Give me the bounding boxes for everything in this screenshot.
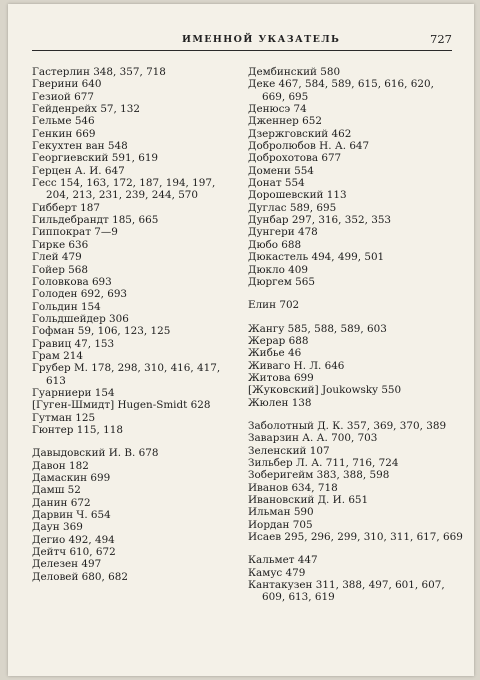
index-entry: Гиппократ 7—9 bbox=[32, 226, 118, 239]
index-entry: Гофман 59, 106, 123, 125 bbox=[32, 325, 171, 338]
index-entry: Зеленский 107 bbox=[248, 444, 330, 457]
index-entry: Гейденрейх 57, 132 bbox=[32, 103, 140, 116]
index-entry: Голоден 692, 693 bbox=[32, 288, 128, 301]
index-entry: Дорошевский 113 bbox=[248, 189, 347, 202]
letter-group-i bbox=[248, 481, 463, 544]
group-spacer bbox=[248, 409, 460, 420]
book-page bbox=[8, 4, 474, 676]
index-entry: Гастерлин 348, 357, 718 bbox=[32, 66, 166, 78]
index-entry: Жерар 688 bbox=[248, 334, 309, 347]
letter-group-k bbox=[248, 554, 460, 603]
index-entry: Елин 702 bbox=[248, 299, 300, 312]
index-entry: Гольдшейдер 306 bbox=[32, 312, 129, 325]
group-spacer bbox=[248, 543, 460, 554]
index-entry: Иванов 634, 718 bbox=[248, 481, 338, 494]
index-entry: Гесс 154, 163, 172, 187, 194, 197, bbox=[32, 177, 216, 190]
index-entry: Даун 369 bbox=[32, 521, 83, 534]
index-entry: Давон 182 bbox=[32, 459, 89, 472]
index-entry: Генкин 669 bbox=[32, 127, 96, 140]
index-entry: Гуарниери 154 bbox=[32, 386, 115, 399]
index-entry: Дунгери 478 bbox=[248, 226, 318, 239]
index-entry: Гойер 568 bbox=[32, 263, 88, 276]
index-entry: Герцен А. И. 647 bbox=[32, 164, 125, 177]
index-entry-continuation: 204, 213, 231, 239, 244, 570 bbox=[46, 189, 199, 202]
index-entry: Дуглас 589, 695 bbox=[248, 201, 337, 214]
index-entry: Данин 672 bbox=[32, 496, 91, 509]
index-entry: Кальмет 447 bbox=[248, 554, 318, 567]
index-entry: Дегио 492, 494 bbox=[32, 533, 115, 546]
letter-group-zh bbox=[248, 323, 460, 409]
index-entry: Гравиц 47, 153 bbox=[32, 337, 115, 350]
index-entry: Дейтч 610, 672 bbox=[32, 546, 116, 559]
index-entry: Дюкло 409 bbox=[248, 263, 308, 276]
index-entry: Давыдовский И. В. 678 bbox=[32, 447, 159, 460]
index-entry: Деке 467, 584, 589, 615, 616, 620, bbox=[248, 78, 434, 91]
left-column bbox=[32, 66, 237, 583]
index-entry: Исаев 295, 296, 299, 310, 311, 617, 669 bbox=[248, 531, 463, 544]
index-entry: Гильдебрандт 185, 665 bbox=[32, 214, 159, 227]
index-entry: Дарвин Ч. 654 bbox=[32, 509, 111, 522]
index-entry-continuation: 613 bbox=[46, 374, 66, 387]
letter-group-d-continued bbox=[248, 66, 460, 288]
index-entry: Делезен 497 bbox=[32, 558, 102, 571]
index-entry: Дюбо 688 bbox=[248, 238, 302, 251]
index-entry: Дамаскин 699 bbox=[32, 472, 111, 484]
index-entry: Камус 479 bbox=[248, 566, 306, 579]
running-header bbox=[32, 32, 452, 51]
index-entry: Дюргем 565 bbox=[248, 275, 315, 288]
index-entry: Деловей 680, 682 bbox=[32, 570, 128, 583]
letter-group-d bbox=[32, 447, 237, 583]
index-entry: Добролюбов Н. А. 647 bbox=[248, 140, 370, 153]
index-entry: Гюнтер 115, 118 bbox=[32, 423, 123, 436]
index-entry: Иордан 705 bbox=[248, 518, 313, 531]
section-title: ИМЕННОЙ УКАЗАТЕЛЬ bbox=[182, 34, 341, 45]
index-entry: Гельме 546 bbox=[32, 115, 95, 128]
index-entry: Дзержговский 462 bbox=[248, 127, 352, 140]
letter-group-z bbox=[248, 420, 460, 482]
index-entry: Кантакузен 311, 388, 497, 601, 607, bbox=[248, 579, 445, 592]
index-entry: [Гуген-Шмидт] Hugen-Smidt 628 bbox=[32, 399, 211, 412]
index-entry: Гольдин 154 bbox=[32, 300, 101, 313]
right-column bbox=[248, 66, 463, 604]
index-entry-continuation: 609, 613, 619 bbox=[262, 591, 335, 604]
index-entry: Гибберт 187 bbox=[32, 201, 101, 214]
index-entry: Дженнер 652 bbox=[248, 115, 322, 128]
index-entry: Дембинский 580 bbox=[248, 66, 341, 78]
index-entry: Гутман 125 bbox=[32, 411, 96, 424]
index-entry: [Жуковский] Joukowsky 550 bbox=[248, 384, 402, 397]
index-entry: Гезиой 677 bbox=[32, 90, 94, 103]
index-entry: Головкова 693 bbox=[32, 275, 112, 288]
group-spacer bbox=[32, 436, 237, 447]
index-entry: Жибье 46 bbox=[248, 347, 302, 360]
index-entry: Донат 554 bbox=[248, 177, 305, 190]
index-entry: Заварзин А. А. 700, 703 bbox=[248, 432, 378, 445]
index-entry: Ивановский Д. И. 651 bbox=[248, 494, 369, 506]
group-spacer bbox=[248, 312, 460, 323]
index-entry: Гекухтен ван 548 bbox=[32, 140, 128, 153]
index-entry-continuation: 669, 695 bbox=[262, 90, 309, 103]
index-entry: Жюлен 138 bbox=[248, 396, 312, 409]
index-entry: Гверини 640 bbox=[32, 78, 102, 91]
index-entry: Ильман 590 bbox=[248, 506, 314, 519]
index-entry: Грубер М. 178, 298, 310, 416, 417, bbox=[32, 362, 221, 375]
letter-group-e bbox=[248, 299, 460, 311]
group-spacer bbox=[248, 288, 460, 299]
page-number: 727 bbox=[430, 32, 452, 46]
index-entry: Житова 699 bbox=[248, 371, 314, 384]
index-entry: Денюсэ 74 bbox=[248, 103, 307, 116]
index-entry: Доброхотова 677 bbox=[248, 152, 342, 165]
index-entry: Зильбер Л. А. 711, 716, 724 bbox=[248, 456, 399, 469]
index-entry: Дунбар 297, 316, 352, 353 bbox=[248, 214, 392, 227]
index-entry: Заболотный Д. К. 357, 369, 370, 389 bbox=[248, 419, 447, 432]
index-entry: Дамш 52 bbox=[32, 484, 81, 497]
index-entry: Гирке 636 bbox=[32, 238, 89, 251]
index-entry: Глей 479 bbox=[32, 251, 82, 264]
index-entry: Жангу 585, 588, 589, 603 bbox=[248, 322, 387, 335]
index-entry: Живаго Н. Л. 646 bbox=[248, 359, 345, 372]
index-entry: Зоберигейм 383, 388, 598 bbox=[248, 469, 390, 482]
letter-group-g bbox=[32, 66, 237, 436]
index-entry: Дюкастель 494, 499, 501 bbox=[248, 251, 385, 264]
index-entry: Грам 214 bbox=[32, 349, 83, 362]
index-entry: Домени 554 bbox=[248, 164, 314, 177]
index-entry: Георгиевский 591, 619 bbox=[32, 152, 159, 165]
